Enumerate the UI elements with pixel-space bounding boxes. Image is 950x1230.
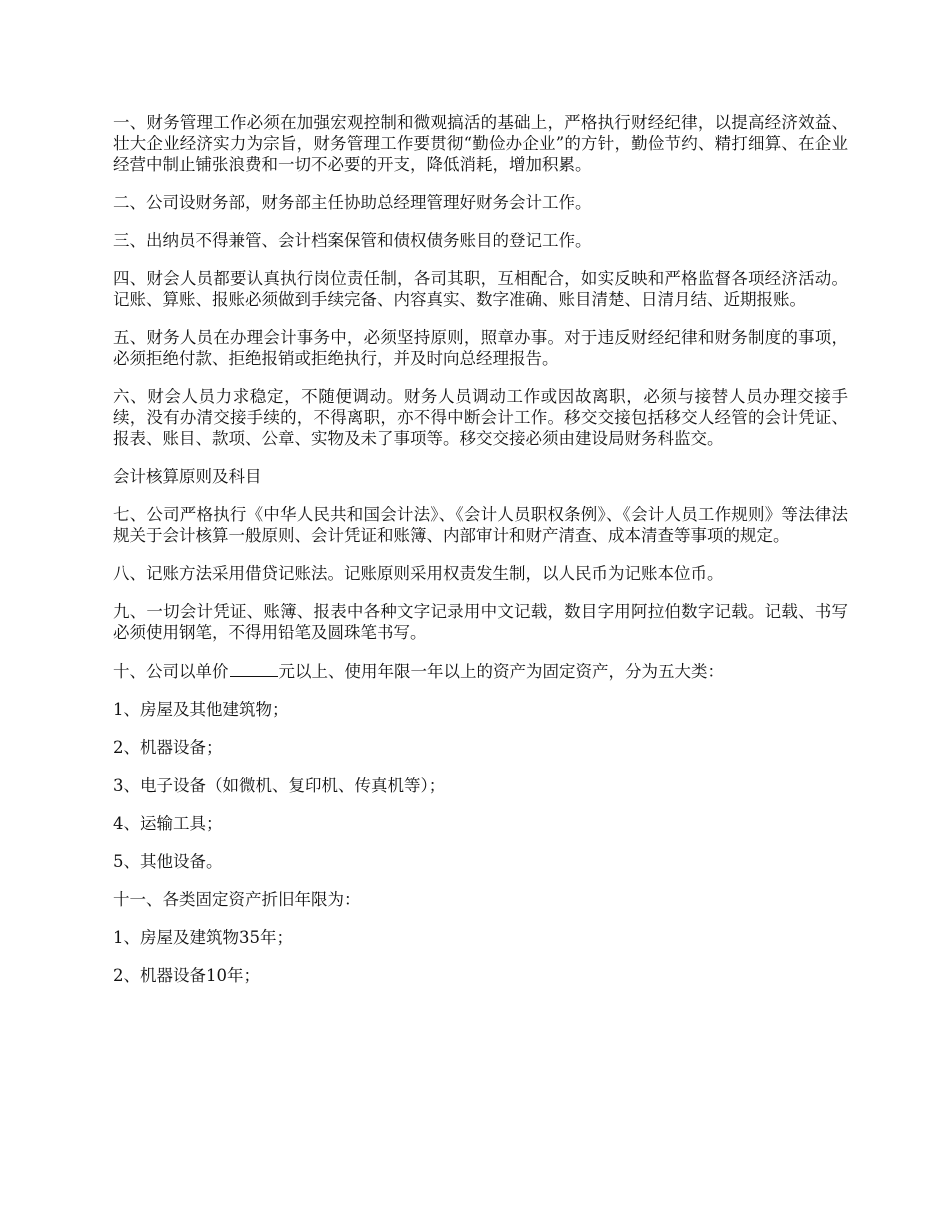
paragraph-3: 三、出纳员不得兼管、会计档案保管和债权债务账目的登记工作。 bbox=[113, 231, 592, 250]
paragraph-1: 一、财务管理工作必须在加强宏观控制和微观搞活的基础上，严格执行财经纪律，以提高经济效益、壮大企业经济实力为宗旨，财务管理工作要贯彻“勤俭办企业”的方针，勤俭节约、精打细算、在企业经营中制止铺张浪费和一切不必要的开支，降低消耗，增加积累。 bbox=[113, 113, 848, 174]
price-blank-field bbox=[230, 660, 278, 677]
paragraph-9: 九、一切会计凭证、账簿、报表中各种文字记录用中文记载，数目字用阿拉伯数字记载。记载、书写必须使用钢笔，不得用铅笔及圆珠笔书写。 bbox=[113, 602, 848, 642]
paragraph-10-end: 元以上、使用年限一年以上的资产为固定资产，分为五大类： bbox=[278, 662, 724, 681]
paragraph-2: 二、公司设财务部，财务部主任协助总经理管理好财务会计工作。 bbox=[113, 193, 592, 212]
paragraph-5: 五、财务人员在办理会计事务中，必须坚持原则，照章办事。对于违反财经纪律和财务制度的事项，必须拒绝付款、拒绝报销或拒绝执行，并及时向总经理报告。 bbox=[113, 328, 848, 368]
paragraph-11: 十一、各类固定资产折旧年限为： bbox=[113, 890, 361, 909]
paragraph-7: 七、公司严格执行《中华人民共和国会计法》、《会计人员职权条例》、《会计人员工作规则》等法律法规关于会计核算一般原则、会计凭证和账簿、内部审计和财产清查、成本清查等事项的规定。 bbox=[113, 505, 848, 545]
section-heading: 会计核算原则及科目 bbox=[113, 467, 262, 486]
asset-class-item: 4、运输工具； bbox=[113, 814, 223, 833]
paragraph-10 bbox=[113, 660, 848, 682]
asset-class-item: 3、电子设备（如微机、复印机、传真机等）； bbox=[113, 776, 446, 795]
depreciation-item: 1、房屋及建筑物35年； bbox=[113, 928, 293, 947]
paragraph-6: 六、财会人员力求稳定，不随便调动。财务人员调动工作或因故离职，必须与接替人员办理交接手续，没有办清交接手续的，不得离职，亦不得中断会计工作。移交交接包括移交人经管的会计凭证、报表、账目、款项、公章、实物及未了事项等。移交交接必须由建设局财务科监交。 bbox=[113, 387, 848, 448]
asset-class-item: 1、房屋及其他建筑物； bbox=[113, 700, 289, 719]
paragraph-10-start: 十、公司以单价 bbox=[113, 662, 229, 681]
paragraph-8: 八、记账方法采用借贷记账法。记账原则采用权责发生制，以人民币为记账本位币。 bbox=[113, 564, 724, 583]
asset-class-item: 5、其他设备。 bbox=[113, 852, 223, 871]
paragraph-4: 四、财会人员都要认真执行岗位责任制，各司其职，互相配合，如实反映和严格监督各项经济活动。记账、算账、报账必须做到手续完备、内容真实、数字准确、账目清楚、日清月结、近期报账。 bbox=[113, 269, 848, 309]
document-body bbox=[113, 112, 848, 1003]
asset-class-item: 2、机器设备； bbox=[113, 738, 223, 757]
depreciation-item: 2、机器设备10年； bbox=[113, 966, 260, 985]
